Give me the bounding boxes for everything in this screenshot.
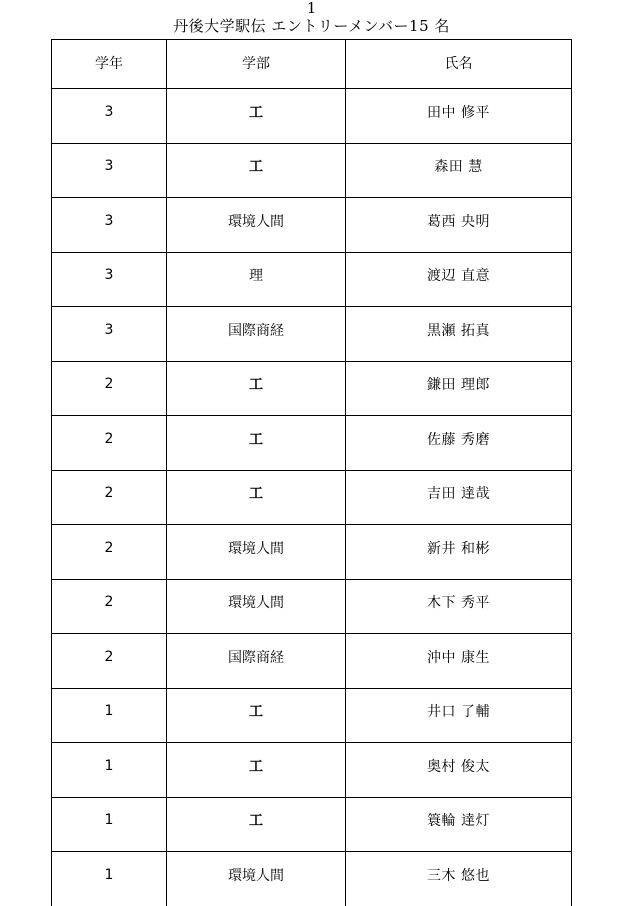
department-cell: 環境人間 (167, 579, 346, 634)
table-row (52, 797, 572, 852)
department-cell: 環境人間 (167, 525, 346, 580)
grade-cell: 2 (52, 361, 167, 416)
table-row (52, 252, 572, 307)
table-row (52, 525, 572, 580)
name-cell: 黒瀬 拓真 (346, 307, 572, 362)
department-cell: 環境人間 (167, 852, 346, 906)
table-header-row (52, 40, 572, 89)
table-row (52, 470, 572, 525)
name-cell: 吉田 達哉 (346, 470, 572, 525)
table-row (52, 307, 572, 362)
table-row (52, 361, 572, 416)
grade-cell: 2 (52, 470, 167, 525)
department-cell: 工 (167, 143, 346, 198)
grade-cell: 3 (52, 198, 167, 253)
table-row (52, 143, 572, 198)
table-row (52, 688, 572, 743)
table-row (52, 743, 572, 798)
grade-cell: 3 (52, 252, 167, 307)
department-cell: 工 (167, 89, 346, 144)
grade-cell: 3 (52, 307, 167, 362)
table-row (52, 634, 572, 689)
department-cell: 工 (167, 470, 346, 525)
entry-members-table (51, 39, 572, 906)
table-row (52, 852, 572, 906)
table-row (52, 579, 572, 634)
grade-cell: 3 (52, 143, 167, 198)
department-cell: 工 (167, 797, 346, 852)
department-cell: 国際商経 (167, 307, 346, 362)
grade-cell: 2 (52, 634, 167, 689)
name-cell: 新井 和彬 (346, 525, 572, 580)
name-cell: 井口 了輔 (346, 688, 572, 743)
grade-cell: 3 (52, 89, 167, 144)
name-cell: 奥村 俊太 (346, 743, 572, 798)
name-cell: 沖中 康生 (346, 634, 572, 689)
name-cell: 葛西 央明 (346, 198, 572, 253)
table-row (52, 89, 572, 144)
name-cell: 森田 慧 (346, 143, 572, 198)
page-number: 1 (306, 0, 317, 17)
name-cell: 田中 修平 (346, 89, 572, 144)
department-cell: 環境人間 (167, 198, 346, 253)
department-cell: 工 (167, 743, 346, 798)
header-name: 氏名 (346, 40, 572, 89)
table-row (52, 416, 572, 471)
grade-cell: 2 (52, 416, 167, 471)
header-department: 学部 (167, 40, 346, 89)
name-cell: 簑輪 達灯 (346, 797, 572, 852)
header-grade: 学年 (52, 40, 167, 89)
grade-cell: 1 (52, 797, 167, 852)
name-cell: 木下 秀平 (346, 579, 572, 634)
grade-cell: 1 (52, 688, 167, 743)
document-title: 丹後大学駅伝 エントリーメンバー15 名 (173, 17, 450, 35)
grade-cell: 1 (52, 743, 167, 798)
name-cell: 三木 悠也 (346, 852, 572, 906)
department-cell: 工 (167, 361, 346, 416)
name-cell: 渡辺 直意 (346, 252, 572, 307)
grade-cell: 1 (52, 852, 167, 906)
grade-cell: 2 (52, 525, 167, 580)
department-cell: 工 (167, 688, 346, 743)
grade-cell: 2 (52, 579, 167, 634)
table-row (52, 198, 572, 253)
department-cell: 理 (167, 252, 346, 307)
name-cell: 佐藤 秀磨 (346, 416, 572, 471)
department-cell: 国際商経 (167, 634, 346, 689)
name-cell: 鎌田 理郎 (346, 361, 572, 416)
department-cell: 工 (167, 416, 346, 471)
